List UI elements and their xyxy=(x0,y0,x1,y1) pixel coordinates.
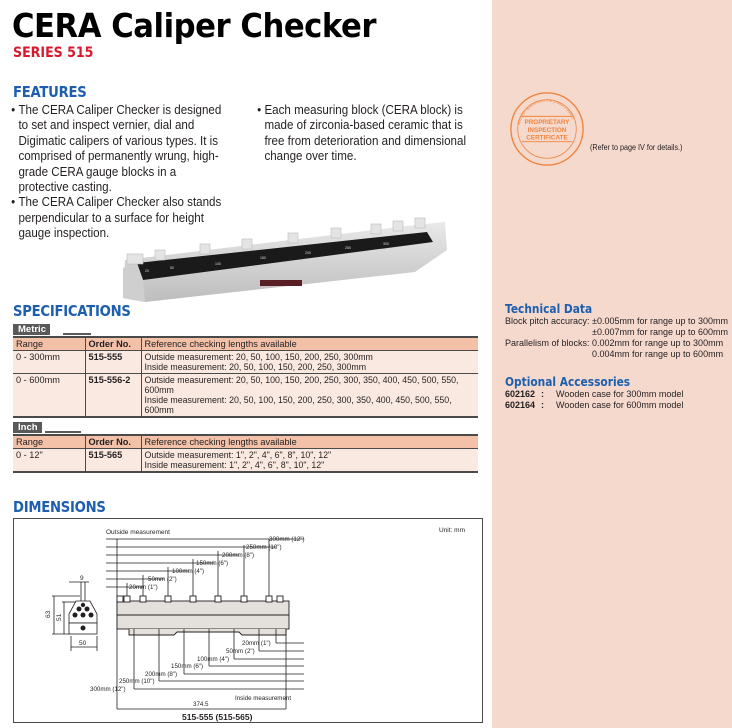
feature-item: • The CERA Caliper Checker is designed to set and inspect vernier, dial and Digimatic calipers of various types. It is comprised of permanently wrung, high-grade CERA gauge blocks in a protective casting. xyxy=(12,103,225,195)
svg-text:200mm (8"): 200mm (8") xyxy=(222,552,255,559)
svg-text:300mm (12"): 300mm (12") xyxy=(90,686,126,693)
svg-text:515-555 (515-565): 515-555 (515-565) xyxy=(182,712,253,722)
accessories-heading: Optional Accessories xyxy=(505,374,631,389)
svg-text:50mm (2"): 50mm (2") xyxy=(226,648,255,655)
svg-text:20mm (1"): 20mm (1") xyxy=(129,584,158,591)
metric-spec-table xyxy=(13,336,478,418)
col-order: Order No. xyxy=(85,435,141,449)
outside-measurement: Outside measurement: 20, 50, 100, 150, 200, 250, 300, 350, 400, 450, 500, 550, 600mm xyxy=(144,375,459,395)
svg-text:PROPRIETARY: PROPRIETARY xyxy=(524,119,570,127)
svg-text:20mm (1"): 20mm (1") xyxy=(242,640,271,647)
svg-text:374.5: 374.5 xyxy=(193,701,209,708)
svg-text:9: 9 xyxy=(80,575,84,582)
unit-label: Unit: mm xyxy=(439,527,465,534)
dimensions-drawing xyxy=(13,518,483,723)
cell-range: 0 - 12" xyxy=(16,450,43,460)
tech-value: 0.004mm for range up to 600mm xyxy=(592,349,724,359)
svg-text:300: 300 xyxy=(383,242,389,246)
outside-measurement: Outside measurement: 20, 50, 100, 150, 200, 250, 300mm xyxy=(144,352,373,362)
accessory-item: 602164 : Wooden case for 600mm model xyxy=(505,399,684,410)
outside-measurement: Outside measurement: 1", 2", 4", 6", 8", 10", 12" xyxy=(144,450,332,460)
tech-value: ±0.007mm for range up to 600mm xyxy=(592,327,729,337)
accessory-code: 602162 xyxy=(505,389,536,399)
col-reference: Reference checking lengths available xyxy=(144,437,297,447)
table-row xyxy=(13,449,478,473)
inspection-certificate-stamp xyxy=(508,90,586,168)
optional-accessories xyxy=(505,374,730,410)
table-header-row xyxy=(13,337,478,351)
cell-reference xyxy=(141,449,478,473)
cell-range: 0 - 600mm xyxy=(16,375,60,385)
series-label: SERIES 515 xyxy=(13,45,94,61)
svg-text:20: 20 xyxy=(145,269,149,273)
svg-text:Mitutoyo guarantees the produc: Mitutoyo guarantees the product quality xyxy=(516,97,577,126)
svg-text:51: 51 xyxy=(56,613,63,621)
specifications-heading: SPECIFICATIONS xyxy=(13,302,131,320)
tech-value: ±0.005mm for range up to 300mm xyxy=(592,316,729,326)
svg-text:250mm (10"): 250mm (10") xyxy=(246,544,282,551)
svg-text:50mm (2"): 50mm (2") xyxy=(148,576,177,583)
accessory-code: 602164 xyxy=(505,399,536,410)
inch-spec-table xyxy=(13,434,478,473)
table-header-row xyxy=(13,435,478,449)
technical-data-heading: Technical Data xyxy=(505,301,593,316)
svg-text:63: 63 xyxy=(45,610,52,618)
product-image xyxy=(115,210,455,302)
inside-measurement: Inside measurement: 20, 50, 100, 150, 200, 250, 300mm xyxy=(144,362,367,372)
svg-text:150: 150 xyxy=(260,256,266,260)
svg-text:INSPECTION: INSPECTION xyxy=(527,126,567,134)
svg-text:150mm (6"): 150mm (6") xyxy=(196,560,229,567)
col-reference: Reference checking lengths available xyxy=(144,339,297,349)
svg-text:200mm (8"): 200mm (8") xyxy=(145,671,178,678)
svg-text:300mm (12"): 300mm (12") xyxy=(269,536,305,543)
metric-tab-label: Metric xyxy=(13,324,50,335)
col-order: Order No. xyxy=(85,337,141,351)
svg-text:Outside measurement: Outside measurement xyxy=(106,529,170,536)
certificate-note: (Refer to page IV for details.) xyxy=(590,143,683,152)
svg-text:CERTIFICATE: CERTIFICATE xyxy=(526,134,568,142)
tech-row xyxy=(505,316,730,338)
feature-item: • Each measuring block (CERA block) is made of zirconia-based ceramic that is free from deterioration and dimensional change over time. xyxy=(258,103,471,165)
inside-measurement: Inside measurement: 1", 2", 4", 6", 8", 10", 12" xyxy=(144,460,325,470)
cell-range: 0 - 300mm xyxy=(16,352,60,362)
dimensions-heading: DIMENSIONS xyxy=(13,498,106,516)
accessory-desc: Wooden case for 600mm model xyxy=(556,399,684,410)
inch-tab-label: Inch xyxy=(13,422,42,433)
features-heading: FEATURES xyxy=(13,83,87,101)
svg-text:50: 50 xyxy=(170,266,174,270)
svg-text:50: 50 xyxy=(79,640,87,647)
tech-values xyxy=(592,338,730,360)
technical-data xyxy=(505,301,730,360)
tech-values xyxy=(592,316,730,338)
cell-order: 515-555 xyxy=(85,351,141,374)
table-row xyxy=(13,351,478,374)
svg-text:250mm (10"): 250mm (10") xyxy=(119,678,155,685)
table-row xyxy=(13,374,478,418)
inside-measurement: Inside measurement: 20, 50, 100, 150, 200, 250, 300, 350, 400, 450, 500, 550, 600mm xyxy=(144,395,452,415)
accessory-item: 602162 : Wooden case for 300mm model xyxy=(505,389,684,399)
page-title: CERA Caliper Checker xyxy=(12,6,377,45)
inch-tab xyxy=(13,422,69,433)
svg-text:Inside measurement: Inside measurement xyxy=(235,695,292,702)
cell-reference xyxy=(141,351,478,374)
cell-reference xyxy=(141,374,478,418)
svg-text:250: 250 xyxy=(345,246,351,250)
svg-text:100mm (4"): 100mm (4") xyxy=(197,656,230,663)
col-range: Range xyxy=(16,339,44,349)
metric-tab xyxy=(13,324,79,335)
accessory-desc: Wooden case for 300mm model xyxy=(556,389,684,399)
cell-order: 515-556-2 xyxy=(85,374,141,418)
tech-key: Parallelism of blocks: xyxy=(505,338,590,348)
cell-order: 515-565 xyxy=(85,449,141,473)
tech-value: 0.002mm for range up to 300mm xyxy=(592,338,724,348)
feature-item: • The CERA Caliper Checker also stands perpendicular to a surface for height gauge inspection. xyxy=(12,195,225,241)
tech-key: Block pitch accuracy: xyxy=(505,316,590,326)
svg-text:200: 200 xyxy=(305,251,311,255)
col-range: Range xyxy=(16,437,44,447)
svg-text:150mm (6"): 150mm (6") xyxy=(171,663,204,670)
svg-text:100: 100 xyxy=(215,262,221,266)
svg-text:100mm (4"): 100mm (4") xyxy=(172,568,205,575)
tech-row xyxy=(505,338,730,360)
features-list-right xyxy=(258,103,471,165)
